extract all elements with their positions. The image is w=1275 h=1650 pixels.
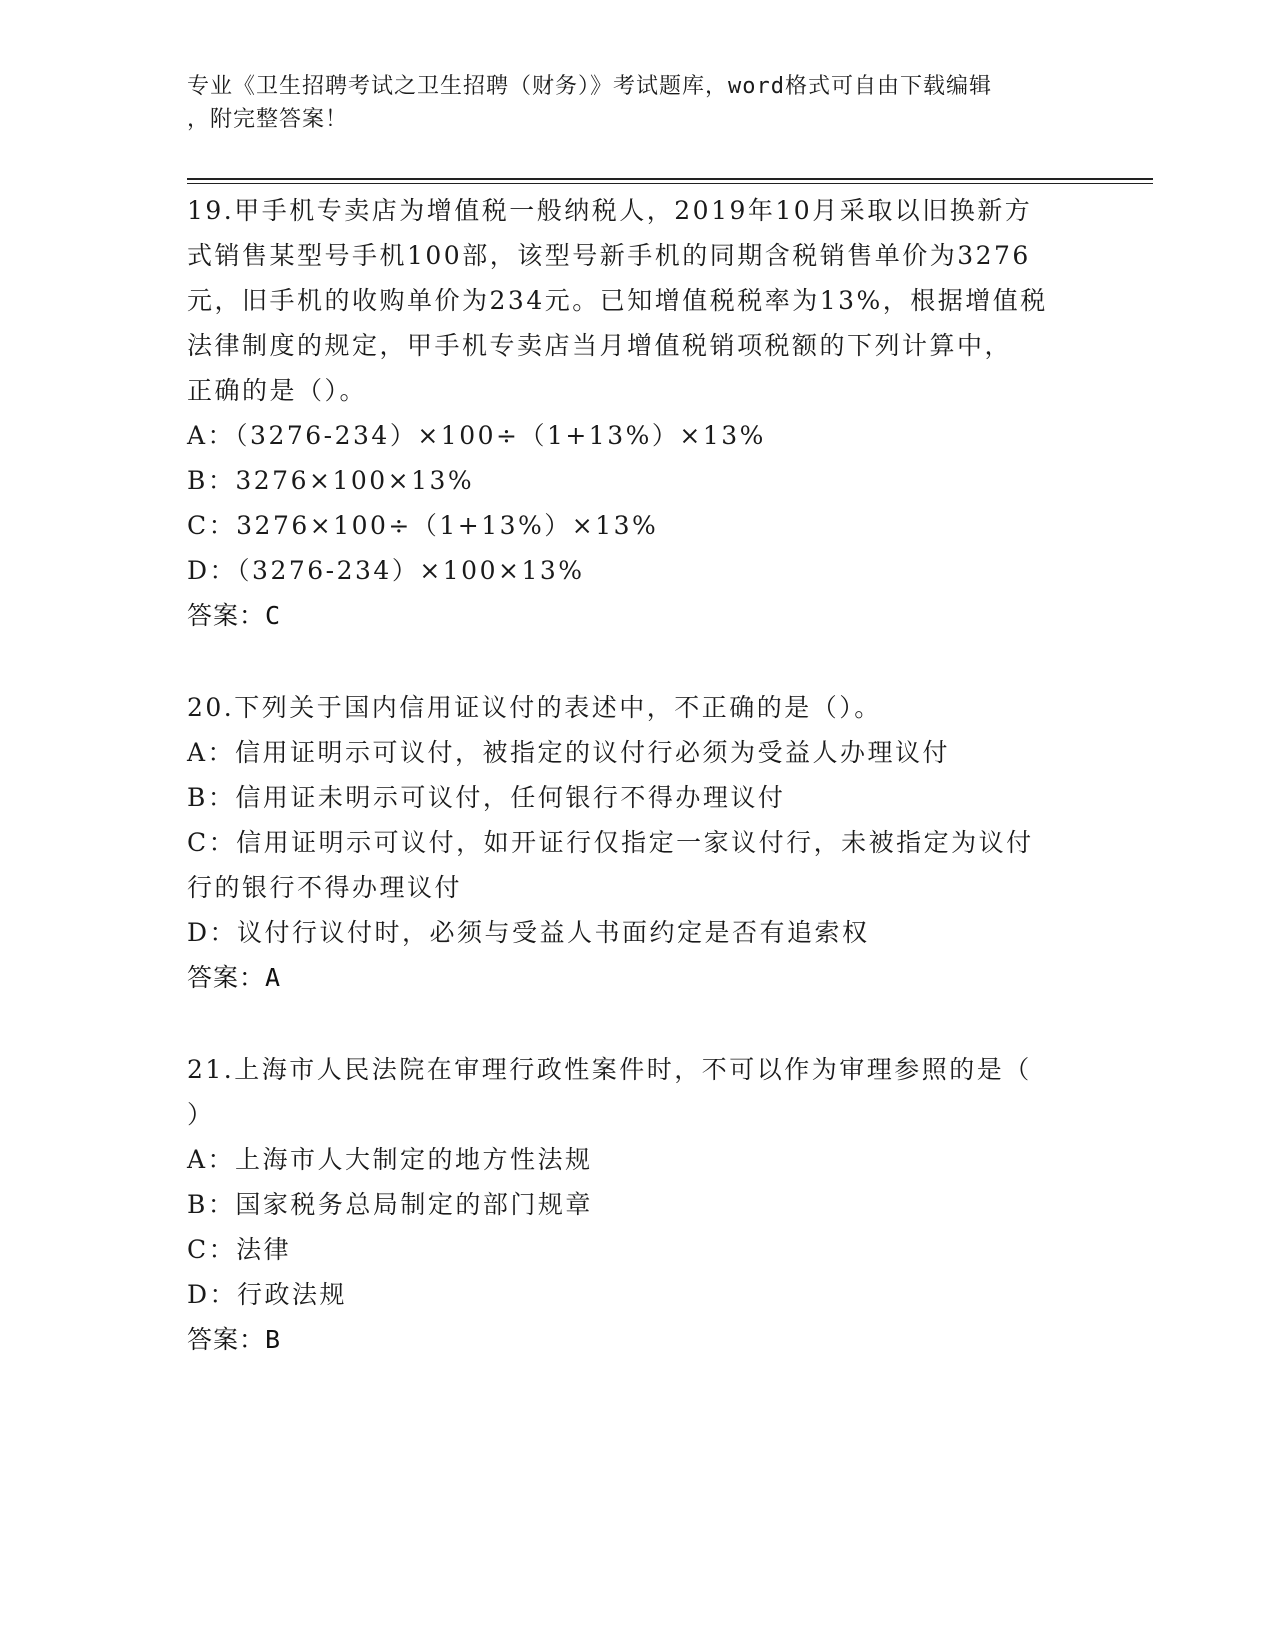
option-c: C：法律 <box>187 1235 292 1264</box>
question-21 <box>187 1047 1087 1362</box>
question-text-line: 式销售某型号手机100部，该型号新手机的同期含税销售单价为3276 <box>187 241 1031 270</box>
option-b: B：信用证未明示可议付，任何银行不得办理议付 <box>187 783 786 812</box>
option-d: D：（3276-234）×100×13% <box>187 556 585 585</box>
option-c: C：信用证明示可议付，如开证行仅指定一家议付行，未被指定为议付 <box>187 828 1034 857</box>
answer-label: 答案：B <box>187 1325 282 1354</box>
option-a: A：（3276-234）×100÷（1+13%）×13% <box>187 421 766 450</box>
question-spacer <box>187 638 1087 685</box>
question-text-line: 正确的是（）。 <box>187 376 368 405</box>
header-line: 专业《卫生招聘考试之卫生招聘（财务）》考试题库，word格式可自由下载编辑 <box>187 74 992 99</box>
header-divider-thin <box>187 183 1153 184</box>
option-d: D：行政法规 <box>187 1280 348 1309</box>
question-text-line: 19.甲手机专卖店为增值税一般纳税人，2019年10月采取以旧换新方 <box>187 196 1033 225</box>
question-text-line: 21.上海市人民法院在审理行政性案件时，不可以作为审理参照的是（ <box>187 1055 1032 1084</box>
question-text-line: ） <box>187 1100 215 1129</box>
option-b: B：国家税务总局制定的部门规章 <box>187 1190 593 1219</box>
option-b: B：3276×100×13% <box>187 466 475 495</box>
answer-label: 答案：A <box>187 963 282 992</box>
option-c-continued: 行的银行不得办理议付 <box>187 873 463 902</box>
header-divider-thick <box>187 178 1153 180</box>
question-20 <box>187 685 1087 1000</box>
question-text-line: 元，旧手机的收购单价为234元。已知增值税税率为13%，根据增值税 <box>187 286 1048 315</box>
option-a: A：信用证明示可议付，被指定的议付行必须为受益人办理议付 <box>187 738 951 767</box>
option-a: A：上海市人大制定的地方性法规 <box>187 1145 593 1174</box>
header-line: ，附完整答案！ <box>187 107 349 132</box>
question-19 <box>187 188 1087 638</box>
question-spacer <box>187 1000 1087 1047</box>
question-list <box>187 188 1087 1362</box>
document-header <box>187 70 1087 136</box>
option-c: C：3276×100÷（1+13%）×13% <box>187 511 659 540</box>
question-text-line: 法律制度的规定，甲手机专卖店当月增值税销项税额的下列计算中， <box>187 331 1013 360</box>
option-d: D：议付行议付时，必须与受益人书面约定是否有追索权 <box>187 918 870 947</box>
question-text-line: 20.下列关于国内信用证议付的表述中，不正确的是（）。 <box>187 693 882 722</box>
answer-label: 答案：C <box>187 601 282 630</box>
